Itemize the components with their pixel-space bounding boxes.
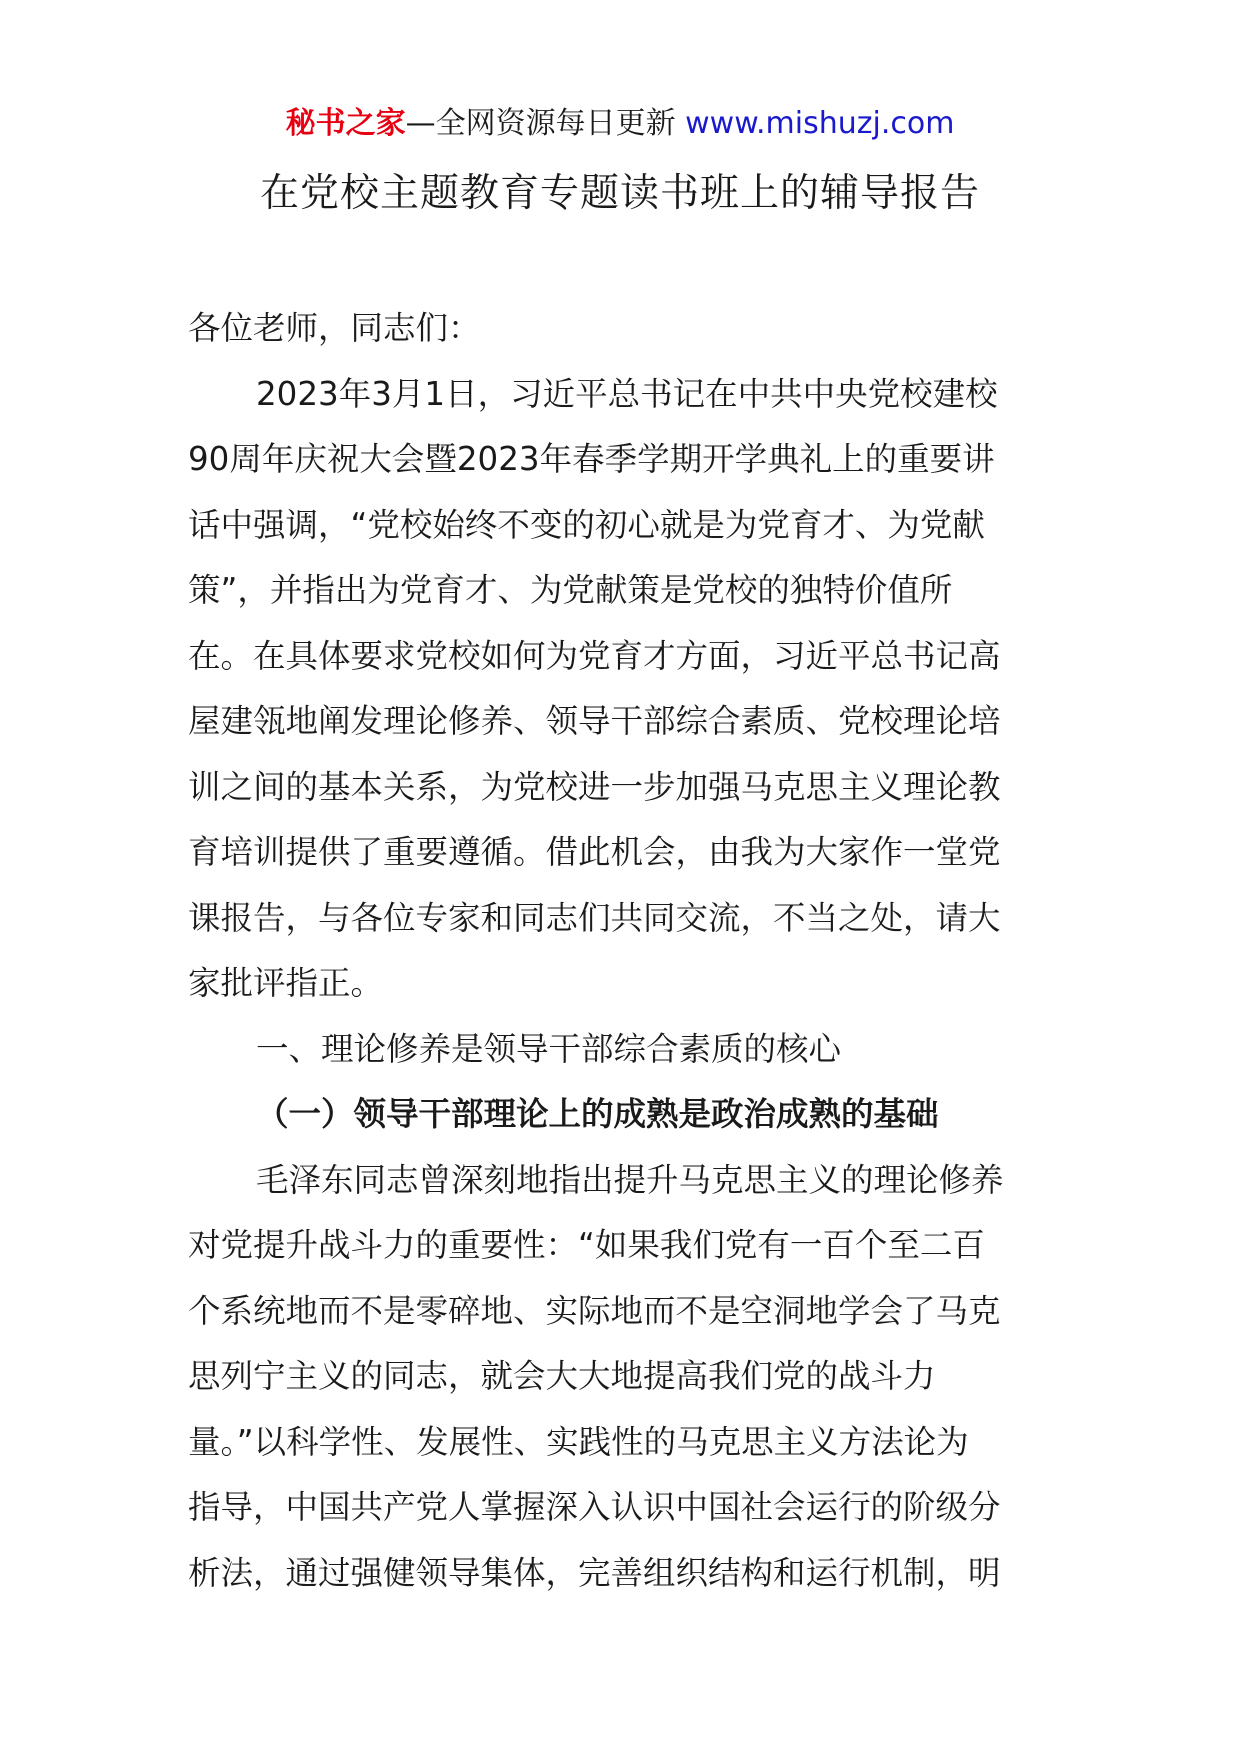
paragraph-line: 毛泽东同志曾深刻地指出提升马克思主义的理论修养 xyxy=(256,1160,1004,1199)
paragraph-line: 对党提升战斗力的重要性：“如果我们党有一百个至二百 xyxy=(188,1226,985,1264)
paragraph-line: 育培训提供了重要遵循。借此机会，由我为大家作一堂党 xyxy=(188,833,1001,871)
paragraph-line: 课报告，与各位专家和同志们共同交流，不当之处，请大 xyxy=(188,898,1001,937)
paragraph-line: 2023年3月1日，习近平总书记在中共中央党校建校 xyxy=(256,374,998,413)
paragraph-line: 屋建瓴地阐发理论修养、领导干部综合素质、党校理论培 xyxy=(188,702,1001,740)
paragraph-line: 个系统地而不是零碎地、实际地而不是空洞地学会了马克 xyxy=(188,1291,1001,1330)
paragraph-line: 话中强调，“党校始终不变的初心就是为党育才、为党献 xyxy=(188,505,985,544)
document-title: 在党校主题教育专题读书班上的辅导报告 xyxy=(259,171,980,216)
paragraph-line: 训之间的基本关系，为党校进一步加强马克思主义理论教 xyxy=(188,767,1001,806)
paragraph-line: 策”，并指出为党育才、为党献策是党校的独特价值所 xyxy=(188,571,953,609)
site-header xyxy=(0,104,1240,144)
section-heading: 一、理论修养是领导干部综合素质的核心 xyxy=(256,1029,842,1068)
paragraph-line: 家批评指正。 xyxy=(188,964,384,1002)
paragraph-line: 量。”以科学性、发展性、实践性的马克思主义方法论为 xyxy=(188,1422,969,1461)
paragraph-line: 90周年庆祝大会暨2023年春季学期开学典礼上的重要讲 xyxy=(188,440,995,478)
site-brand: 秘书之家 xyxy=(285,106,406,141)
paragraph-line: 在。在具体要求党校如何为党育才方面，习近平总书记高 xyxy=(188,636,1001,675)
site-url-link[interactable]: www.mishuzj.com xyxy=(685,106,955,141)
document-body xyxy=(188,296,1068,1606)
paragraph-line: 指导，中国共产党人掌握深入认识中国社会运行的阶级分 xyxy=(188,1488,1001,1526)
paragraph-line: 思列宁主义的同志，就会大大地提高我们党的战斗力 xyxy=(188,1357,936,1395)
site-tagline: —全网资源每日更新 xyxy=(405,106,686,141)
paragraph-line: 析法，通过强健领导集体，完善组织结构和运行机制，明 xyxy=(188,1553,1001,1592)
salutation: 各位老师，同志们： xyxy=(188,309,481,347)
subsection-heading: （一）领导干部理论上的成熟是政治成熟的基础 xyxy=(256,1095,939,1133)
